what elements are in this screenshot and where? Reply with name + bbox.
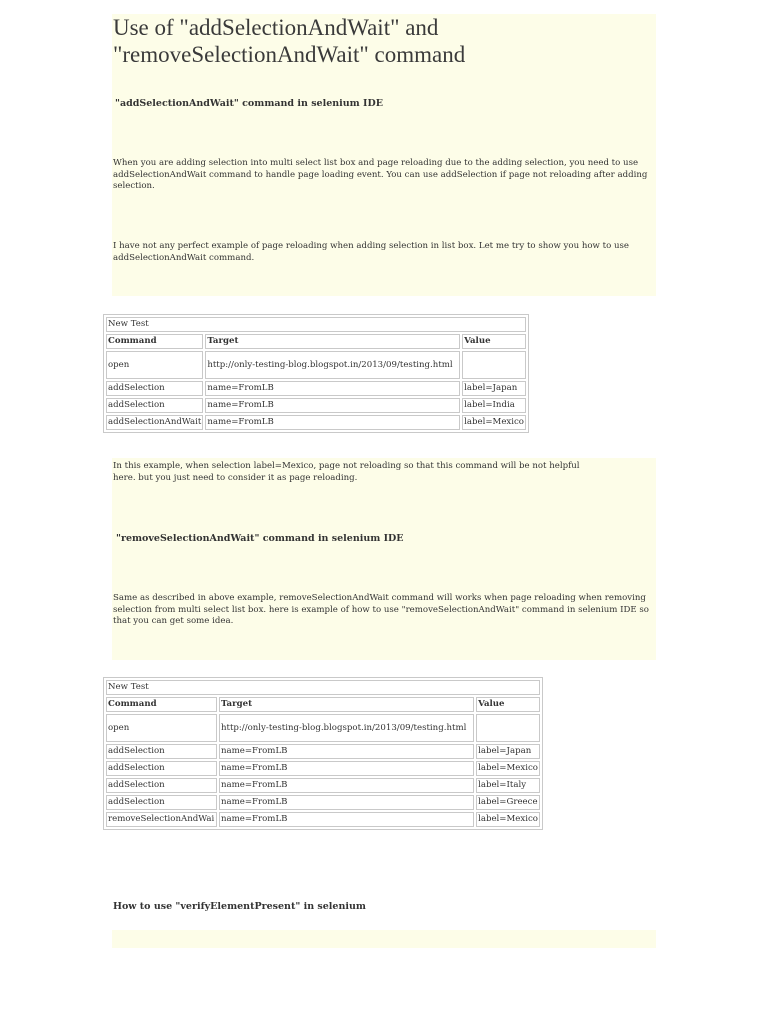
target-cell: http://only-testing-blog.blogspot.in/2013/09/testing.html (205, 351, 460, 379)
section2-paragraph-1: Same as described in above example, removeSelectionAndWait command will works when page reloading when removing selection from multi select list box. here is example of how to use "removeSelectionAndWait" command in selenium IDE so that you can get some idea. (113, 593, 649, 627)
example-note: In this example, when selection label=Mexico, page not reloading so that this command will be not helpful here. but you just need to consider it as page reloading. (113, 461, 580, 483)
value-cell: label=Mexico (476, 761, 540, 776)
value-cell: label=Japan (462, 381, 526, 396)
value-cell: label=Italy (476, 778, 540, 793)
table-row (106, 744, 540, 759)
table-row (106, 714, 540, 742)
page-title: Use of "addSelectionAndWait" and "removeSelectionAndWait" command (113, 15, 466, 67)
section2-heading: "removeSelectionAndWait" command in selenium IDE (116, 533, 404, 544)
command-cell: addSelection (106, 398, 203, 413)
target-cell: name=FromLB (219, 778, 474, 793)
table-caption-row (106, 680, 540, 695)
table-row (106, 381, 526, 396)
section1-paragraph-2: I have not any perfect example of page reloading when adding selection in list box. Let me try to show you how to use addSelectionAndWait command. (113, 241, 630, 263)
table-caption: New Test (106, 317, 526, 332)
command-cell: addSelection (106, 761, 217, 776)
column-header-command: Command (106, 334, 203, 349)
table-row (106, 351, 526, 379)
command-cell: open (106, 351, 203, 379)
table-row (106, 778, 540, 793)
table-caption: New Test (106, 680, 540, 695)
target-cell: name=FromLB (219, 795, 474, 810)
table-caption-row (106, 317, 526, 332)
value-cell: label=Greece (476, 795, 540, 810)
command-cell: removeSelectionAndWai (106, 812, 217, 827)
value-cell: label=Mexico (462, 415, 526, 430)
target-cell: http://only-testing-blog.blogspot.in/2013/09/testing.html (219, 714, 474, 742)
command-cell: addSelection (106, 778, 217, 793)
value-cell (462, 351, 526, 379)
table-row (106, 398, 526, 413)
command-cell: addSelectionAndWait (106, 415, 203, 430)
value-cell (476, 714, 540, 742)
column-header-target: Target (219, 697, 474, 712)
command-cell: addSelection (106, 381, 203, 396)
command-cell: addSelection (106, 795, 217, 810)
section1-paragraph-1: When you are adding selection into multi select list box and page reloading due to the adding selection, you need to use addSelectionAndWait command to handle page loading event. You can use addSelection if page not reloading after adding selection. (113, 158, 648, 192)
table-row (106, 795, 540, 810)
value-cell: label=India (462, 398, 526, 413)
section2-highlight-band (112, 458, 656, 660)
next-article-link[interactable]: How to use "verifyElementPresent" in selenium (113, 901, 366, 912)
section1-heading: "addSelectionAndWait" command in selenium IDE (115, 98, 383, 109)
table-header-row (106, 334, 526, 349)
target-cell: name=FromLB (205, 398, 460, 413)
value-cell: label=Mexico (476, 812, 540, 827)
target-cell: name=FromLB (219, 812, 474, 827)
table-row (106, 812, 540, 827)
target-cell: name=FromLB (219, 744, 474, 759)
test-table-1 (103, 314, 529, 433)
column-header-value: Value (476, 697, 540, 712)
footer-highlight-band (112, 930, 656, 948)
test-table-2 (103, 677, 543, 830)
table-header-row (106, 697, 540, 712)
column-header-value: Value (462, 334, 526, 349)
target-cell: name=FromLB (205, 415, 460, 430)
value-cell: label=Japan (476, 744, 540, 759)
target-cell: name=FromLB (205, 381, 460, 396)
table-row (106, 761, 540, 776)
column-header-target: Target (205, 334, 460, 349)
target-cell: name=FromLB (219, 761, 474, 776)
table-row (106, 415, 526, 430)
command-cell: addSelection (106, 744, 217, 759)
command-cell: open (106, 714, 217, 742)
column-header-command: Command (106, 697, 217, 712)
